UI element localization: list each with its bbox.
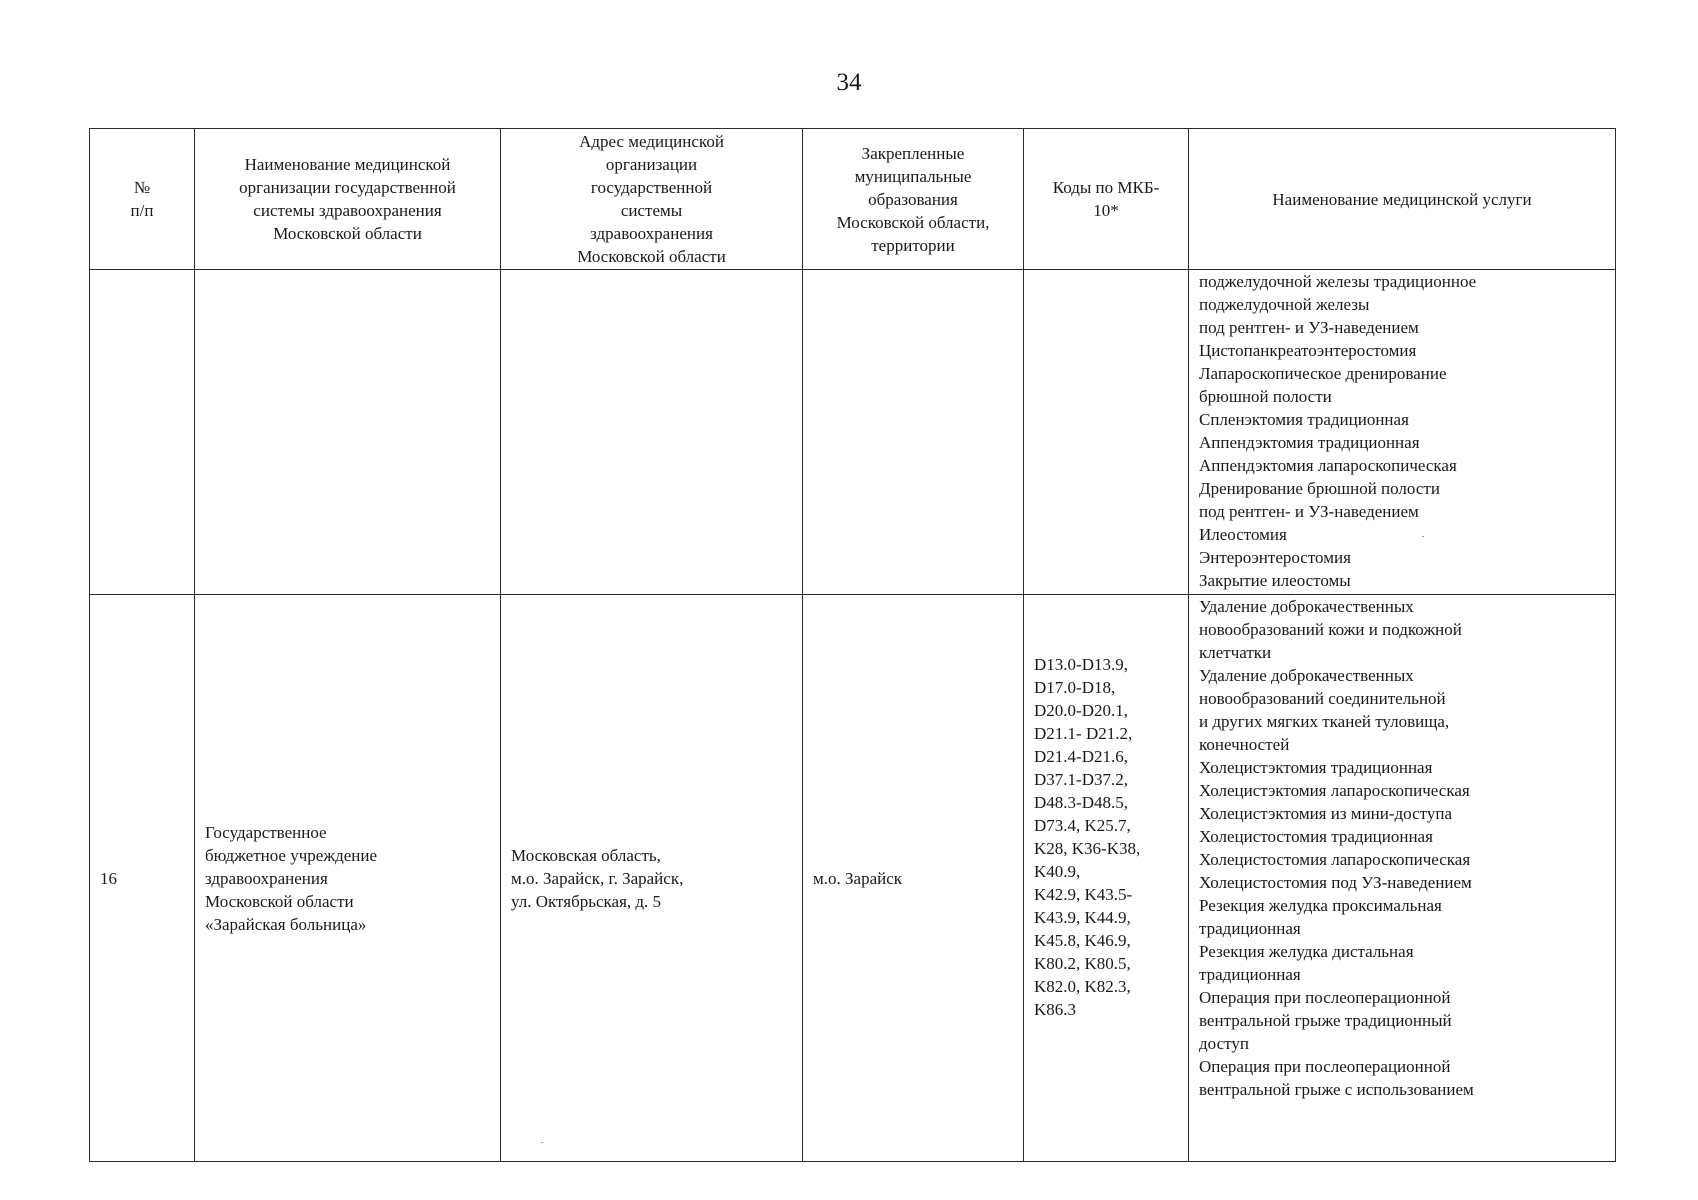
text-line: Московская область,	[511, 845, 661, 865]
text-line: образования	[868, 189, 958, 209]
text-line: Холецистэктомия лапароскопическая	[1199, 781, 1470, 800]
header-municipality	[803, 129, 1024, 270]
text-line: D73.4, K25.7,	[1034, 816, 1131, 835]
cell-number	[90, 270, 195, 595]
cell-services	[1189, 595, 1616, 1162]
text-line: поджелудочной железы	[1199, 295, 1370, 314]
text-line: Спленэктомия традиционная	[1199, 410, 1409, 429]
text-line: новообразований кожи и подкожной	[1199, 620, 1462, 639]
text-line: Государственное	[205, 822, 327, 842]
cell-icd-codes	[1024, 595, 1189, 1162]
text-line: организации государственной	[239, 178, 456, 197]
medical-services-table	[89, 128, 1616, 1162]
cell-services-continuation	[1189, 270, 1616, 595]
text-line: Закрепленные	[861, 143, 965, 163]
text-line: традиционная	[1199, 965, 1301, 984]
cell-address	[501, 270, 803, 595]
text-line: K28, K36-K38,	[1034, 839, 1141, 858]
page-number: 34	[836, 69, 862, 96]
text-line: Холецистостомия под УЗ-наведением	[1199, 873, 1472, 892]
text-line: K86.3	[1034, 1000, 1077, 1019]
text-line: Аппендэктомия традиционная	[1199, 433, 1420, 452]
cell-municipality: м.о. Зарайск	[803, 595, 1024, 1162]
text-line: Энтероэнтеростомия	[1199, 548, 1351, 567]
text-line: D17.0-D18,	[1034, 678, 1116, 697]
scan-speck	[1422, 536, 1424, 537]
text-line: Холецистэктомия из мини-доступа	[1199, 804, 1452, 823]
text-line: D13.0-D13.9,	[1034, 655, 1128, 674]
header-service-name	[1189, 129, 1616, 270]
text-line: 10*	[1093, 201, 1119, 220]
text-line: здравоохранения	[590, 224, 713, 243]
text-line: D21.1- D21.2,	[1034, 724, 1133, 743]
header-address	[501, 129, 803, 270]
text-line: Наименование медицинской	[244, 155, 451, 174]
text-line: вентральной грыже традиционный	[1199, 1011, 1452, 1030]
text-line: K45.8, K46.9,	[1034, 931, 1131, 950]
text-line: м.о. Зарайск, г. Зарайск,	[511, 868, 684, 888]
text-line: вентральной грыже с использованием	[1199, 1080, 1474, 1099]
text-line: Московской области	[577, 247, 726, 266]
text-line: доступ	[1199, 1034, 1249, 1053]
cell-organization	[195, 270, 501, 595]
text-line: под рентген- и УЗ-наведением	[1199, 502, 1419, 521]
text-line: Московской области	[205, 891, 354, 911]
text-line: муниципальные	[854, 166, 972, 186]
text-line: Аппендэктомия лапароскопическая	[1199, 456, 1457, 475]
header-organization	[195, 129, 501, 270]
text-line: системы здравоохранения	[253, 201, 442, 220]
text-line: №	[133, 178, 151, 197]
text-line: ул. Октябрьская, д. 5	[511, 891, 662, 911]
text-line: Удаление доброкачественных	[1199, 597, 1414, 616]
text-line: D21.4-D21.6,	[1034, 747, 1128, 766]
text-line: государственной	[590, 178, 713, 197]
header-number	[90, 129, 195, 270]
text-line: Московской области	[273, 224, 422, 243]
text-line: Холецистостомия лапароскопическая	[1199, 850, 1471, 869]
text-line: K80.2, K80.5,	[1034, 954, 1131, 973]
table-row-continuation	[90, 270, 1616, 595]
cell-codes	[1024, 270, 1189, 595]
text-line: организации	[605, 155, 698, 174]
table-row-16	[90, 595, 1616, 1162]
text-line: п/п	[130, 201, 154, 220]
text-line: K40.9,	[1034, 862, 1081, 881]
cell-organization	[195, 595, 501, 1162]
text-line: здравоохранения	[205, 868, 328, 888]
text-line: «Зарайская больница»	[205, 914, 367, 934]
text-line: Закрытие илеостомы	[1199, 571, 1351, 590]
text-line: Московской области,	[836, 212, 990, 232]
scan-speck	[541, 1142, 543, 1143]
text-line: Дренирование брюшной полости	[1199, 479, 1440, 498]
text-line: Холецистэктомия традиционная	[1199, 758, 1433, 777]
text-line: территории	[871, 235, 955, 255]
text-line: D20.0-D20.1,	[1034, 701, 1128, 720]
cell-address	[501, 595, 803, 1162]
text-line: поджелудочной железы традиционное	[1199, 272, 1477, 291]
cell-number: 16	[90, 595, 195, 1162]
text-line: D37.1-D37.2,	[1034, 770, 1128, 789]
text-line: Илеостомия	[1199, 525, 1287, 544]
text-line: Наименование медицинской услуги	[1272, 189, 1532, 209]
text-line: Цистопанкреатоэнтеростомия	[1199, 341, 1417, 360]
cell-municipality	[803, 270, 1024, 595]
text-line: Лапароскопическое дренирование	[1199, 364, 1447, 383]
text-line: конечностей	[1199, 735, 1290, 754]
text-line: K43.9, K44.9,	[1034, 908, 1131, 927]
text-line: под рентген- и УЗ-наведением	[1199, 318, 1419, 337]
text-line: Резекция желудка проксимальная	[1199, 896, 1442, 915]
text-line: D48.3-D48.5,	[1034, 793, 1128, 812]
text-line: Холецистостомия традиционная	[1199, 827, 1433, 846]
text-line: Адрес медицинской	[579, 132, 724, 151]
text-line: бюджетное учреждение	[205, 845, 378, 865]
header-icd-codes	[1024, 129, 1189, 270]
text-line: традиционная	[1199, 919, 1301, 938]
text-line: Операция при послеоперационной	[1199, 988, 1451, 1007]
text-line: Коды по МКБ-	[1052, 178, 1160, 197]
text-line: K82.0, K82.3,	[1034, 977, 1131, 996]
text-line: K42.9, K43.5-	[1034, 885, 1133, 904]
text-line: и других мягких тканей туловища,	[1199, 712, 1450, 731]
text-line: клетчатки	[1199, 643, 1272, 662]
text-line: Удаление доброкачественных	[1199, 666, 1414, 685]
text-line: системы	[620, 201, 683, 220]
text-line: новообразований соединительной	[1199, 689, 1446, 708]
text-line: Резекция желудка дистальная	[1199, 942, 1414, 961]
text-line: брюшной полости	[1199, 387, 1332, 406]
text-line: Операция при послеоперационной	[1199, 1057, 1451, 1076]
table-header-row	[90, 129, 1616, 270]
